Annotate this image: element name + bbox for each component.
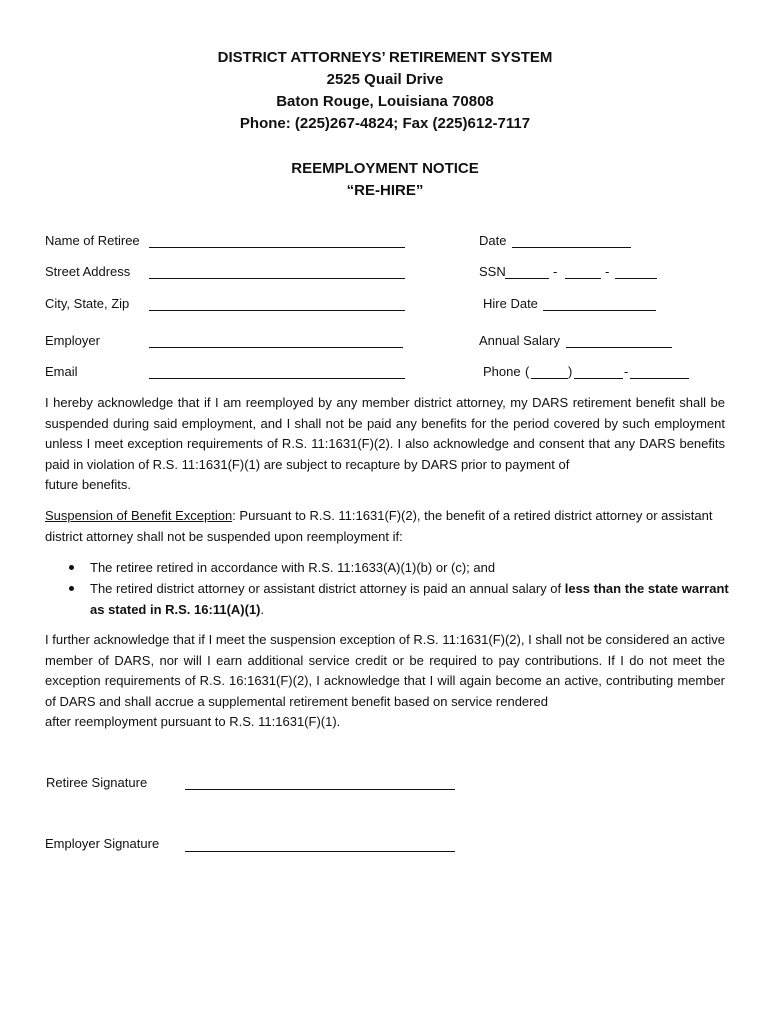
street-address-field[interactable] <box>149 278 405 279</box>
bullet-item-2 <box>90 578 730 620</box>
city-state-zip-label: City, State, Zip <box>45 296 130 311</box>
employer-label: Employer <box>45 333 100 348</box>
notice-subtitle: “RE-HIRE” <box>346 182 424 199</box>
bullet-item-1: The retiree retired in accordance with R.S. 11:1633(A)(1)(b) or (c); and <box>90 560 496 575</box>
ssn-field-part1[interactable] <box>505 278 549 279</box>
phone-close-paren: ) <box>568 364 573 379</box>
ssn-separator-1: - <box>553 264 558 279</box>
employer-signature-label: Employer Signature <box>45 836 160 851</box>
phone-prefix-field[interactable] <box>574 378 623 379</box>
phone-label: Phone <box>483 364 521 379</box>
ssn-field-part2[interactable] <box>565 278 601 279</box>
org-address-line1: 2525 Quail Drive <box>326 71 444 88</box>
email-label: Email <box>45 364 78 379</box>
email-field[interactable] <box>149 378 405 379</box>
acknowledgement-text-end: future benefits. <box>45 477 131 493</box>
suspension-paragraph <box>45 506 725 547</box>
bullet-item-2-text: The retired district attorney or assistant district attorney is paid an annual salary of <box>90 581 565 596</box>
suspension-heading: Suspension of Benefit Exception <box>45 508 233 523</box>
org-phone-fax: Phone: (225)267-4824; Fax (225)612-7117 <box>239 115 531 132</box>
further-acknowledgement-text: I further acknowledge that if I meet the suspension exception of R.S. 11:1631(F)(2), I shall not be considered an active member of DARS, nor will I earn additional service credit or be required to pay contributions. If I do not meet the exception requirements of R.S. 16:1631(F)(2), I acknowledge that I will again become an active, contributing member of DARS and shall accrue a supplemental retirement benefit based on service rendered <box>45 632 725 709</box>
date-label: Date <box>479 233 507 248</box>
bullet-dot-2 <box>69 586 74 591</box>
retiree-signature-label: Retiree Signature <box>46 775 148 790</box>
org-name: DISTRICT ATTORNEYS’ RETIREMENT SYSTEM <box>217 49 553 66</box>
hire-date-label: Hire Date <box>483 296 538 311</box>
phone-separator: - <box>624 364 629 379</box>
acknowledgement-text: I hereby acknowledge that if I am reemployed by any member district attorney, my DARS retirement benefit shall be suspended during said employment, and I shall not be paid any benefits for the period covered by such employment unless I meet exception requirements of R.S. 11:1631(F)(2). I also acknowledge and consent that any DARS benefits paid in violation of R.S. 11:1631(F)(1) are subject to recapture by DARS prior to payment of <box>45 395 725 472</box>
date-field[interactable] <box>512 247 631 248</box>
city-state-zip-field[interactable] <box>149 310 405 311</box>
ssn-field-part3[interactable] <box>615 278 657 279</box>
retiree-signature-field[interactable] <box>185 789 455 790</box>
street-address-label: Street Address <box>45 264 131 279</box>
phone-line-field[interactable] <box>630 378 689 379</box>
suspension-text: Pursuant to R.S. 11:1631(F)(2), the benefit of a retired district attorney or assistant district attorney shall not be suspended upon reemployment if: <box>45 508 713 544</box>
phone-open-paren: ( <box>525 364 530 379</box>
further-acknowledgement-paragraph <box>45 630 725 733</box>
ssn-separator-2: - <box>605 264 610 279</box>
hire-date-field[interactable] <box>543 310 656 311</box>
annual-salary-field[interactable] <box>566 347 672 348</box>
further-acknowledgement-text-end: after reemployment pursuant to R.S. 11:1631(F)(1). <box>45 714 341 730</box>
employer-field[interactable] <box>149 347 403 348</box>
bullet-item-2-end: . <box>260 602 265 617</box>
notice-title: REEMPLOYMENT NOTICE <box>291 160 479 177</box>
bullet-dot-1 <box>69 565 74 570</box>
name-of-retiree-field[interactable] <box>149 247 405 248</box>
name-of-retiree-label: Name of Retiree <box>45 233 140 248</box>
bullet-item-2-bold: less than the state warrant as stated in R.S. 16:11(A)(1) <box>90 581 729 617</box>
acknowledgement-paragraph <box>45 393 725 496</box>
employer-signature-field[interactable] <box>185 851 455 852</box>
annual-salary-label: Annual Salary <box>479 333 560 348</box>
suspension-colon: : <box>232 508 236 523</box>
phone-area-code-field[interactable] <box>531 378 568 379</box>
ssn-label: SSN <box>479 264 506 279</box>
org-address-line2: Baton Rouge, Louisiana 70808 <box>276 93 494 110</box>
